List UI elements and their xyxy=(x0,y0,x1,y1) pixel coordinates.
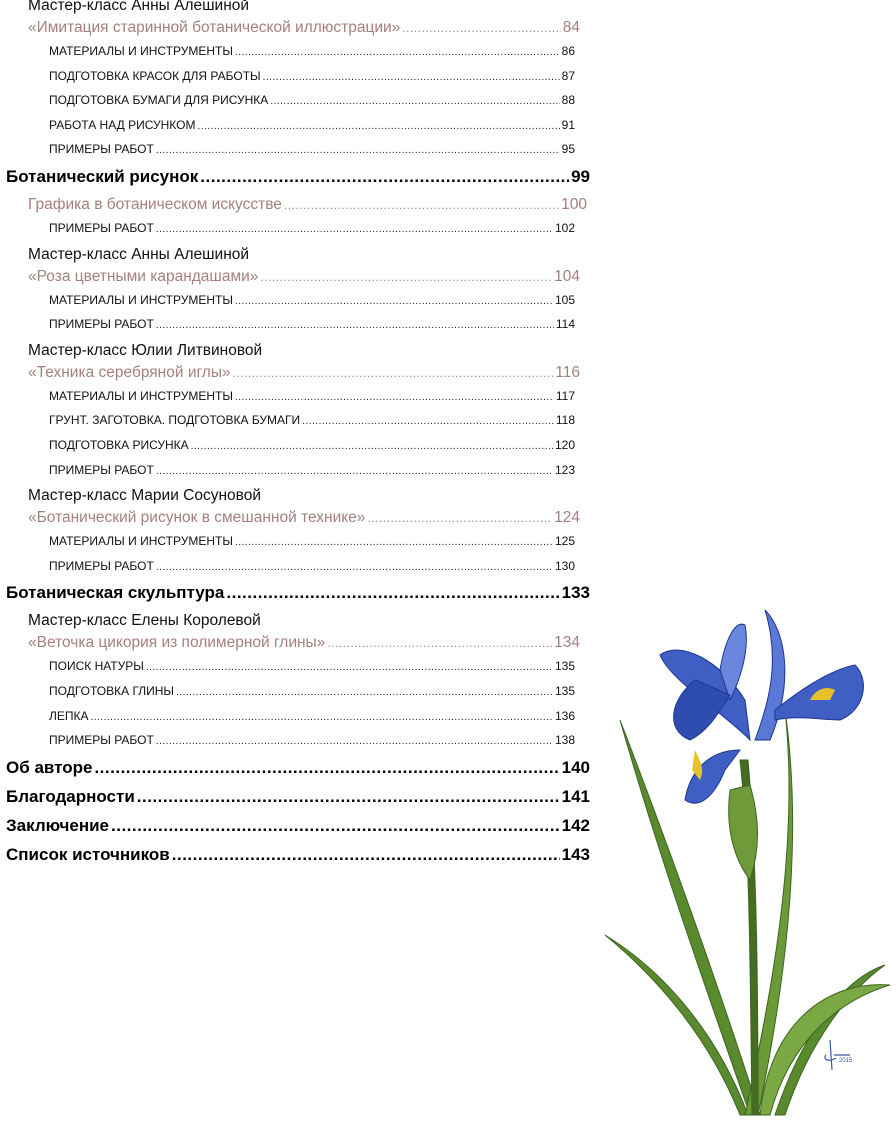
toc-entry-page: 130 xyxy=(554,558,575,573)
dot-leader xyxy=(235,296,553,307)
toc-entry-title: Ботаническая скульптура xyxy=(6,583,225,603)
toc-entry-title: МАТЕРИАЛЫ И ИНСТРУМЕНТЫ xyxy=(49,44,233,58)
toc-subsection xyxy=(0,69,575,94)
dot-leader xyxy=(260,270,552,284)
toc-entry-page: 135 xyxy=(554,659,575,674)
toc-section xyxy=(0,268,580,293)
signature-year: 2015 xyxy=(839,1058,853,1064)
dot-leader xyxy=(402,21,560,35)
toc-entry-page: 143 xyxy=(561,844,590,864)
toc-entry-page: 104 xyxy=(554,267,580,285)
toc-masterclass-author xyxy=(0,342,600,364)
toc-masterclass-author xyxy=(0,612,600,634)
toc-chapter xyxy=(0,816,590,845)
toc-masterclass-author xyxy=(0,0,600,19)
toc-entry-title: МАТЕРИАЛЫ И ИНСТРУМЕНТЫ xyxy=(49,292,233,307)
toc-entry-page: 91 xyxy=(561,117,575,132)
toc-entry-title: МАТЕРИАЛЫ И ИНСТРУМЕНТЫ xyxy=(49,388,233,403)
toc-entry-title: Список источников xyxy=(6,844,170,864)
toc-entry-title: ПРИМЕРЫ РАБОТ xyxy=(49,220,154,235)
toc-section xyxy=(0,634,580,659)
toc-entry-page: 84 xyxy=(562,19,580,36)
iris-leaves xyxy=(605,710,890,1115)
toc-entry-title: РАБОТА НАД РИСУНКОМ xyxy=(49,117,196,132)
dot-leader xyxy=(156,466,553,477)
toc-chapter xyxy=(0,845,590,874)
toc-subsection xyxy=(0,317,575,342)
toc-entry-title: Об авторе xyxy=(6,757,93,777)
toc-entry-page: 141 xyxy=(561,786,590,806)
toc-entry-page: 142 xyxy=(561,815,590,835)
toc-entry-page: 102 xyxy=(554,220,575,235)
toc-entry-title: Заключение xyxy=(6,815,109,835)
toc-entry-title: ПОДГОТОВКА ГЛИНЫ xyxy=(49,683,175,698)
dot-leader xyxy=(156,562,553,573)
toc-chapter xyxy=(0,758,590,787)
toc-subsection xyxy=(0,559,575,584)
toc-entry-page: 87 xyxy=(561,68,575,83)
toc-subsection xyxy=(0,463,575,488)
toc-entry-page: 105 xyxy=(554,292,575,307)
toc-subsection xyxy=(0,118,575,143)
toc-subsection xyxy=(0,93,575,118)
toc-entry-page: 138 xyxy=(554,733,575,748)
toc-entry-title: «Роза цветными карандашами» xyxy=(28,267,259,285)
dot-leader xyxy=(137,787,560,807)
dot-leader xyxy=(156,224,553,235)
toc-entry-title: Благодарности xyxy=(6,786,135,806)
toc-entry-title: ПРИМЕРЫ РАБОТ xyxy=(49,142,154,157)
toc-entry-title: Мастер-класс Юлии Литвиновой xyxy=(28,341,263,359)
dot-leader xyxy=(156,736,553,747)
dot-leader xyxy=(111,816,560,836)
toc-entry-page: 100 xyxy=(561,195,587,213)
toc-entry-title: МАТЕРИАЛЫ И ИНСТРУМЕНТЫ xyxy=(49,534,233,549)
toc-subsection xyxy=(0,709,575,734)
toc-entry-page: 88 xyxy=(561,93,575,108)
dot-leader xyxy=(235,392,554,403)
toc-section xyxy=(0,509,580,534)
toc-section xyxy=(0,19,580,44)
dot-leader xyxy=(302,416,554,427)
toc-entry-title: «Ботанический рисунок в смешанной технике» xyxy=(28,509,366,527)
toc-entry-title: Мастер-класс Анны Алешиной xyxy=(28,0,250,14)
toc-subsection xyxy=(0,389,575,414)
dot-leader xyxy=(191,441,553,452)
toc-entry-page: 116 xyxy=(555,363,580,381)
toc-entry-title: ПОДГОТОВКА РИСУНКА xyxy=(49,437,189,452)
dot-leader xyxy=(200,167,569,187)
toc-entry-title: Ботанический рисунок xyxy=(6,166,199,186)
dot-leader xyxy=(270,96,559,107)
toc-entry-title: «Имитация старинной ботанической иллюстрации» xyxy=(28,19,401,36)
iris-petals xyxy=(660,610,863,803)
toc-subsection xyxy=(0,659,575,684)
toc-entry-title: ПРИМЕРЫ РАБОТ xyxy=(49,317,154,332)
toc-section xyxy=(0,364,580,389)
dot-leader xyxy=(156,320,554,331)
toc-entry-title: ПОДГОТОВКА БУМАГИ ДЛЯ РИСУНКА xyxy=(49,93,269,108)
toc-entry-title: ПРИМЕРЫ РАБОТ xyxy=(49,733,154,748)
dot-leader xyxy=(176,687,553,698)
toc-entry-page: 134 xyxy=(554,634,580,652)
toc-entry-page: 133 xyxy=(561,583,590,603)
toc-entry-title: ПОДГОТОВКА КРАСОК ДЛЯ РАБОТЫ xyxy=(49,68,261,83)
dot-leader xyxy=(284,198,559,212)
toc-masterclass-author xyxy=(0,246,600,268)
toc-entry-page: 125 xyxy=(554,534,575,549)
toc-entry-title: Мастер-класс Марии Сосуновой xyxy=(28,487,261,505)
dot-leader xyxy=(367,511,552,525)
toc-entry-title: ГРУНТ. ЗАГОТОВКА. ПОДГОТОВКА БУМАГИ xyxy=(49,413,301,428)
toc-entry-title: Мастер-класс Анны Алешиной xyxy=(28,245,250,263)
toc-entry-page: 124 xyxy=(554,509,580,527)
dot-leader xyxy=(91,712,553,723)
dot-leader xyxy=(327,636,552,650)
toc-entry-page: 140 xyxy=(561,757,590,777)
dot-leader xyxy=(94,758,559,778)
toc-subsection xyxy=(0,733,575,758)
dot-leader xyxy=(233,366,554,380)
toc-subsection xyxy=(0,293,575,318)
toc-entry-page: 123 xyxy=(554,462,575,477)
toc-section xyxy=(0,196,587,221)
toc-subsection xyxy=(0,221,575,246)
toc-entry-title: ПРИМЕРЫ РАБОТ xyxy=(49,558,154,573)
artist-signature xyxy=(825,1040,850,1070)
toc-subsection xyxy=(0,438,575,463)
dot-leader xyxy=(172,845,560,865)
dot-leader xyxy=(146,662,553,673)
toc-masterclass-author xyxy=(0,487,600,509)
toc-entry-title: «Веточка цикория из полимерной глины» xyxy=(28,634,326,652)
toc-entry-title: ПРИМЕРЫ РАБОТ xyxy=(49,462,154,477)
toc-chapter xyxy=(0,167,590,196)
toc-subsection xyxy=(0,413,575,438)
toc-entry-title: ПОИСК НАТУРЫ xyxy=(49,659,144,674)
toc-chapter xyxy=(0,583,590,612)
dot-leader xyxy=(235,537,553,548)
toc-entry-title: ЛЕПКА xyxy=(49,708,89,723)
toc-subsection xyxy=(0,534,575,559)
toc-entry-page: 114 xyxy=(555,317,575,332)
toc-chapter xyxy=(0,787,590,816)
dot-leader xyxy=(156,145,560,156)
toc-entry-page: 136 xyxy=(554,708,575,723)
toc-entry-title: Мастер-класс Елены Королевой xyxy=(28,612,261,630)
iris-illustration xyxy=(600,600,896,1121)
toc-entry-page: 135 xyxy=(554,683,575,698)
toc-subsection xyxy=(0,684,575,709)
toc-entry-page: 120 xyxy=(554,437,575,452)
toc-entry-page: 118 xyxy=(555,413,575,428)
toc-subsection xyxy=(0,44,575,69)
dot-leader xyxy=(226,583,559,603)
toc-entry-page: 86 xyxy=(561,44,575,58)
toc-entry-page: 95 xyxy=(561,142,575,157)
dot-leader xyxy=(235,47,560,58)
dot-leader xyxy=(263,72,560,83)
toc-entry-title: «Техника серебряной иглы» xyxy=(28,363,231,381)
toc-subsection xyxy=(0,142,575,167)
toc-entry-page: 99 xyxy=(571,166,590,186)
toc-entry-title: Графика в ботаническом искусстве xyxy=(28,195,282,213)
toc-entry-page: 117 xyxy=(555,388,575,403)
dot-leader xyxy=(197,121,559,132)
